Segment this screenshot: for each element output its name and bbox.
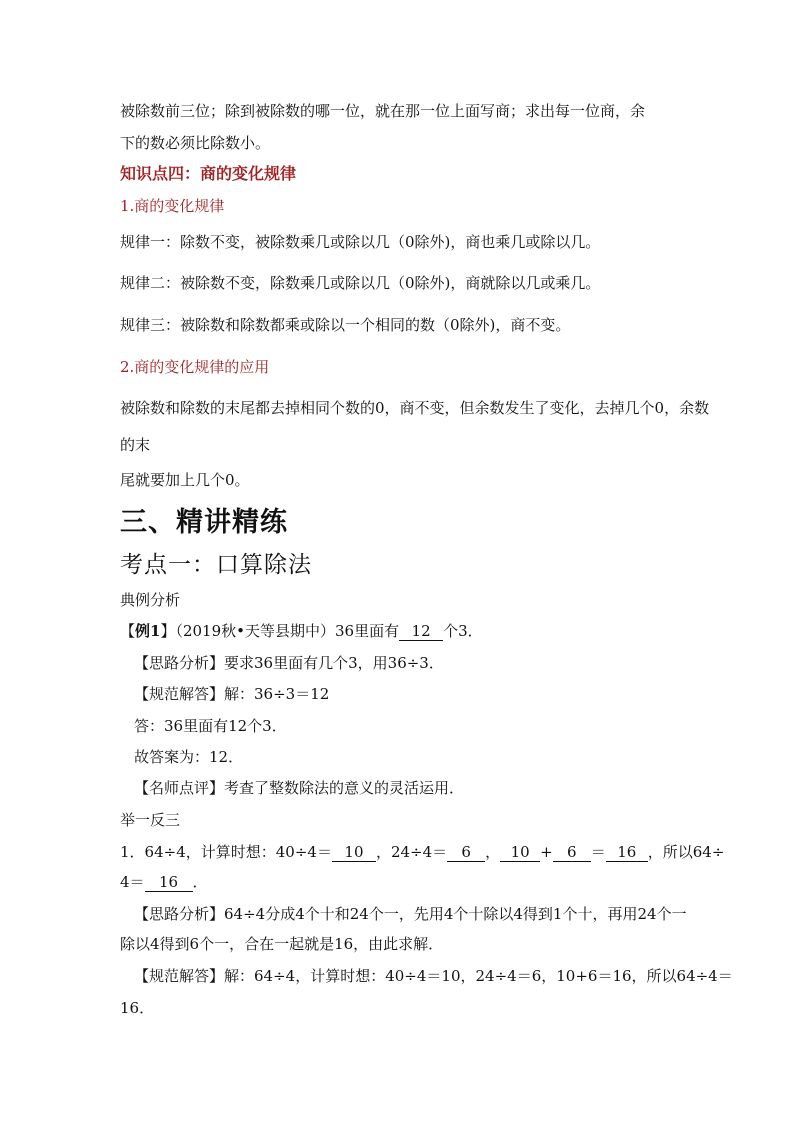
solution-line [134, 966, 733, 986]
analysis-line [134, 904, 687, 924]
answer-blank: 12 [399, 622, 443, 641]
solution-text: 解：64÷4，计算时想：40÷4＝10，24÷4＝6，10+6＝16，所以64÷4＝ [224, 967, 733, 985]
question-text: 个3． [443, 622, 483, 640]
example-label: 典例分析 [120, 591, 181, 609]
section-heading: 三、精讲精练 [120, 507, 288, 538]
bracket: 】 [160, 622, 176, 640]
question-text: 1．64÷4，计算时想：40÷4＝ [120, 843, 332, 861]
question-text: + [540, 843, 553, 861]
analysis-tag: 【思路分析】 [134, 654, 225, 672]
analysis-tag: 【思路分析】 [134, 905, 225, 923]
text-line: 的末 [120, 436, 151, 454]
solution-text: 解：36÷3＝12 [224, 685, 330, 703]
answer-blank: 10 [332, 843, 376, 862]
practice-question [120, 842, 724, 862]
question-text: ，所以64÷ [647, 843, 725, 861]
comment-line [134, 778, 464, 798]
answer-blank: 10 [500, 843, 540, 862]
final-answer-line: 故答案为：12． [134, 748, 244, 766]
solution-line-cont: 16． [120, 999, 155, 1017]
practice-label: 举一反三 [120, 811, 181, 829]
example-tag: 例1 [135, 622, 161, 640]
analysis-text: 要求36里面有几个3，用36÷3． [224, 654, 444, 672]
question-text: ， [485, 843, 501, 861]
answer-blank: 16 [606, 843, 648, 862]
solution-tag: 【规范解答】 [134, 685, 225, 703]
bracket: 【 [120, 622, 136, 640]
question-text: 4＝ [120, 873, 145, 891]
answer-line: 答：36里面有12个3． [134, 717, 287, 735]
analysis-line-cont: 除以4得到6个一，合在一起就是16，由此求解． [120, 935, 444, 953]
answer-blank: 6 [447, 843, 485, 862]
text-line: 被除数前三位；除到被除数的哪一位，就在那一位上面写商；求出每一位商，余 [120, 102, 646, 120]
rule-line: 规律三：被除数和除数都乘或除以一个相同的数（0除外)，商不变。 [120, 316, 571, 334]
analysis-line [134, 653, 444, 673]
rule-line: 规律一：除数不变，被除数乘几或除以几（0除外)，商也乘几或除以几。 [120, 233, 601, 251]
question-text: ，24÷4＝ [375, 843, 448, 861]
exam-point-heading: 考点一：口算除法 [120, 552, 312, 578]
comment-text: 考查了整数除法的意义的灵活运用． [224, 779, 465, 797]
comment-tag: 【名师点评】 [134, 779, 225, 797]
knowledge-point-title: 知识点四：商的变化规律 [120, 164, 297, 183]
solution-line [134, 684, 329, 704]
subsection-title: 1.商的变化规律 [120, 197, 225, 215]
text-line: 尾就要加上几个0。 [120, 471, 250, 489]
question-text: （2019秋•天等县期中）36里面有 [175, 622, 400, 640]
analysis-text: 64÷4分成4个十和24个一，先用4个十除以4得到1个十，再用24个一 [224, 905, 687, 923]
practice-question-cont [120, 872, 208, 892]
text-line: 下的数必须比除数小。 [120, 134, 271, 152]
text-line: 被除数和除数的末尾都去掉相同个数的0，商不变，但余数发生了变化，去掉几个0，余数 [120, 399, 710, 417]
answer-blank: 16 [145, 873, 193, 892]
subsection-title: 2.商的变化规律的应用 [120, 358, 270, 376]
question-text: ． [192, 873, 208, 891]
answer-blank: 6 [553, 843, 591, 862]
solution-tag: 【规范解答】 [134, 967, 225, 985]
rule-line: 规律二：被除数不变，除数乘几或除以几（0除外)，商就除以几或乘几。 [120, 274, 601, 292]
question-text: ＝ [590, 843, 606, 861]
example-question [120, 621, 483, 641]
